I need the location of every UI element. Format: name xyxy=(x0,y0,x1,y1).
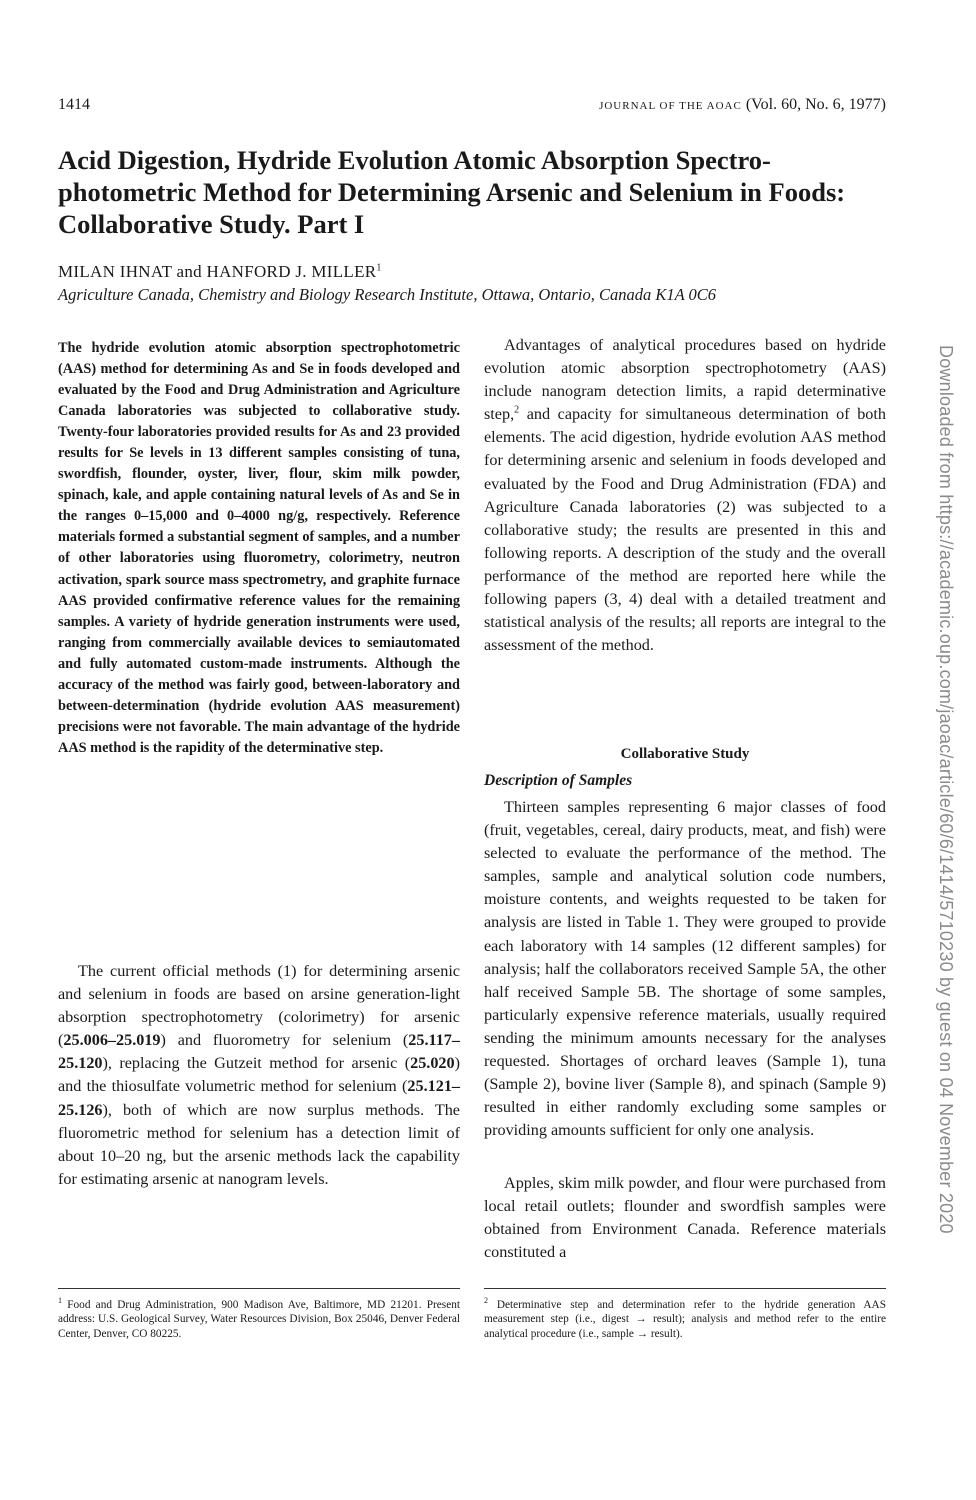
footnote-2 xyxy=(484,1294,886,1342)
method-ref-3: 25.020 xyxy=(410,1054,455,1073)
journal-name: JOURNAL OF THE AOAC xyxy=(599,100,742,112)
footnote-1-mark: 1 xyxy=(58,1296,62,1305)
running-head xyxy=(58,96,886,120)
footnote-rule-left xyxy=(58,1288,460,1289)
footnote-2-text: Determinative step and determination refer to the hydride generation AAS measurement step (i.e., digest → result); analysis and method refer to the entire analytical procedure (i.e., sample → result). xyxy=(484,1298,887,1340)
method-ref-4: 25.121–25.126 xyxy=(58,1077,460,1119)
intro-text-5: ), both of which are now surplus methods. The fluorometric method for selenium has a detection limit of about 10–20 ng, but the arsenic methods lack the capability for estimating arsenic at nanogram levels. xyxy=(58,1100,460,1188)
journal-citation xyxy=(599,96,886,114)
footnote-2-mark-inline: 2 xyxy=(514,404,520,416)
article-title: Acid Digestion, Hydride Evolution Atomic Absorption Spectro- photometric Method for Determining Arsenic and Selenium in Foods: Collaborative Study. Part I xyxy=(58,145,846,239)
samples-paragraph xyxy=(484,796,886,1142)
footnote-rule-right xyxy=(484,1288,886,1289)
advantages-text-b: and capacity for simultaneous determination of both elements. The acid digestion, hydride evolution AAS method for determining arsenic and selenium in foods developed and evaluated by the Food and Drug Administration (FDA) and Agriculture Canada laboratories (2) was subjected to a collaborative study; the results are presented in this and following reports. A description of the study and the overall performance of the method are reported here while the following papers (3, 4) deal with a detailed treatment and statistical analysis of the results; all reports are integral to the assessment of the method. xyxy=(484,405,886,655)
abstract: The hydride evolution atomic absorption spectrophotometric (AAS) method for determining As and Se in foods developed and evaluated by the Food and Drug Administration and Agriculture Canada laboratories was subjected to collaborative study. Twenty-four laboratories provided results for As and 23 provided results for Se levels in 13 different samples consisting of tuna, swordfish, flounder, oyster, liver, flour, skim milk powder, spinach, kale, and apple containing natural levels of As and Se in the ranges 0–15,000 and 0–4000 ng/g, respectively. Reference materials formed a substantial segment of samples, and a number of other laboratories using fluorometry, colorimetry, neutron activation, spark source mass spectrometry, and graphite furnace AAS provided confirmative reference values for the remaining samples. A variety of hydride generation instruments were used, ranging from commercially available devices to semiautomated and fully automated custom-made instruments. Although the accuracy of the method was fairly good, between-laboratory and between-determination (hydride evolution AAS measurement) precisions were not favorable. The main advantage of the hydride AAS method is the rapidity of the determinative step. xyxy=(58,340,460,756)
author-line xyxy=(58,262,382,282)
footnote-2-mark: 2 xyxy=(484,1296,488,1305)
footnote-1 xyxy=(58,1294,460,1342)
intro-text-2: ) and fluorometry for selenium ( xyxy=(160,1031,409,1050)
advantages-paragraph xyxy=(484,334,886,657)
intro-text-1: The current official methods (1) for determining arsenic and selenium in foods are based on arsine generation-light absorption spectrophotometry (colorimetry) for arsenic ( xyxy=(58,962,460,1050)
method-ref-2: 25.117–25.120 xyxy=(58,1031,460,1073)
intro-text-3: ), replacing the Gutzeit method for arsenic ( xyxy=(102,1054,411,1073)
footnote-1-text: Food and Drug Administration, 900 Madison Ave, Baltimore, MD 21201. Present address: U.S. Geological Survey, Water Resources Division, Box 25046, Denver Federal Center, Denver, CO 80225. xyxy=(58,1298,460,1340)
intro-text-4: ) and the thiosulfate volumetric method for selenium ( xyxy=(58,1054,460,1096)
method-ref-1: 25.006–25.019 xyxy=(63,1031,161,1050)
intro-paragraph xyxy=(58,960,460,1191)
author-footnote-mark: 1 xyxy=(376,262,382,274)
section-heading: Collaborative Study xyxy=(620,746,750,762)
download-sidebar xyxy=(930,345,960,1234)
author-names: MILAN IHNAT and HANFORD J. MILLER xyxy=(58,262,377,281)
subsection-heading: Description of Samples xyxy=(484,772,633,789)
affiliation: Agriculture Canada, Chemistry and Biology Research Institute, Ottawa, Ontario, Canada K1A 0C6 xyxy=(58,285,716,304)
sources-paragraph: Apples, skim milk powder, and flour were purchased from local retail outlets; flounder and swordfish samples were obtained from Environment Canada. Reference materials constituted a xyxy=(484,1174,886,1262)
advantages-text-a: Advantages of analytical procedures based on hydride evolution atomic absorption spectrophotometry (AAS) include nanogram detection limits, a rapid determinative step, xyxy=(484,336,886,424)
page-number: 1414 xyxy=(58,96,90,113)
download-notice: Downloaded from https://academic.oup.com/jaoac/article/60/6/1414/5710230 by guest on 04 November 2020 xyxy=(936,345,956,1234)
samples-text: Thirteen samples representing 6 major classes of food (fruit, vegetables, cereal, dairy products, meat, and fish) were selected to evaluate the performance of the method. The samples, sample and analytical solution code numbers, moisture contents, and weights requested to be taken for analysis are listed in Table 1. They were grouped to provide each laboratory with 14 samples (12 different samples) for analysis; half the collaborators received Sample 5A, the other half received Sample 5B. The shortage of some samples, particularly expensive reference materials, usually required sending the minimum amounts necessary for the analyses requested. Shortages of orchard leaves (Sample 1), tuna (Sample 2), bovine liver (Sample 8), and spinach (Sample 9) resulted in either randomly excluding some samples or providing amounts sufficient for only one analysis. xyxy=(484,798,886,1140)
journal-volume: (Vol. 60, No. 6, 1977) xyxy=(745,96,886,113)
